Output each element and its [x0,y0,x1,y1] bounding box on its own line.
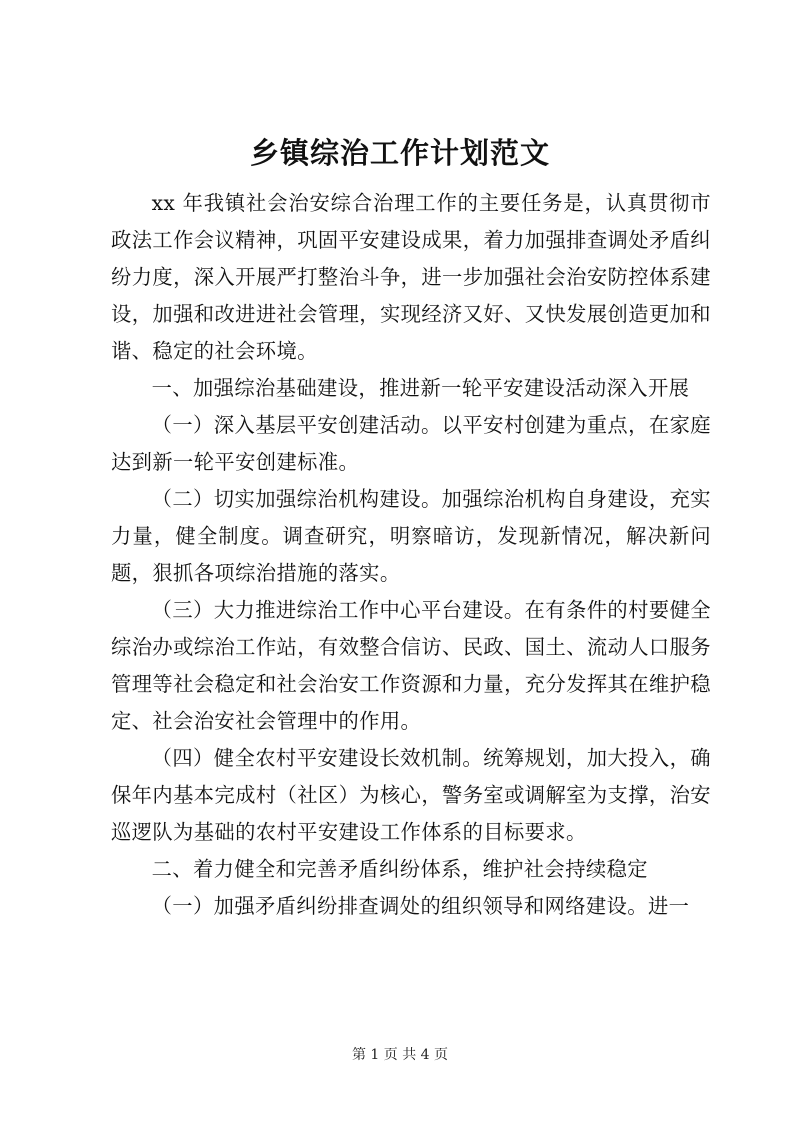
paragraph-1-2: （二）切实加强综治机构建设。加强综治机构自身建设，充实力量，健全制度。调查研究，明察暗访，发现新情况，解决新问题，狠抓各项综治措施的落实。 [111,487,711,585]
heading-section-2: 二、着力健全和完善矛盾纠纷体系，维护社会持续稳定 [151,857,648,881]
document-title: 乡镇综治工作计划范文 [249,136,550,170]
document-body [111,185,711,925]
paragraph-2-1: （一）加强矛盾纠纷排查调处的组织领导和网络建设。进一 [151,894,690,918]
heading-section-1: 一、加强综治基础建设，推进新一轮平安建设活动深入开展 [151,376,690,400]
paragraph-intro: xx 年我镇社会治安综合治理工作的主要任务是，认真贯彻市政法工作会议精神，巩固平安建设成果，着力加强排查调处矛盾纠纷力度，深入开展严打整治斗争，进一步加强社会治安防控体系建设，加强和改进进社会管理，实现经济又好、又快发展创造更加和谐、稳定的社会环境。 [111,191,711,363]
paragraph-1-1: （一）深入基层平安创建活动。以平安村创建为重点，在家庭达到新一轮平安创建标准。 [111,413,711,474]
paragraph-1-4: （四）健全农村平安建设长效机制。统筹规划，加大投入，确保年内基本完成村（社区）为核心，警务室或调解室为支撑，治安巡逻队为基础的农村平安建设工作体系的目标要求。 [111,746,711,844]
paragraph-1-3: （三）大力推进综治工作中心平台建设。在有条件的村要健全综治办或综治工作站，有效整合信访、民政、国土、流动人口服务管理等社会稳定和社会治安工作资源和力量，充分发挥其在维护稳定、社会治安社会管理中的作用。 [111,598,711,733]
page-footer: 第 1 页 共 4 页 [351,1047,449,1063]
